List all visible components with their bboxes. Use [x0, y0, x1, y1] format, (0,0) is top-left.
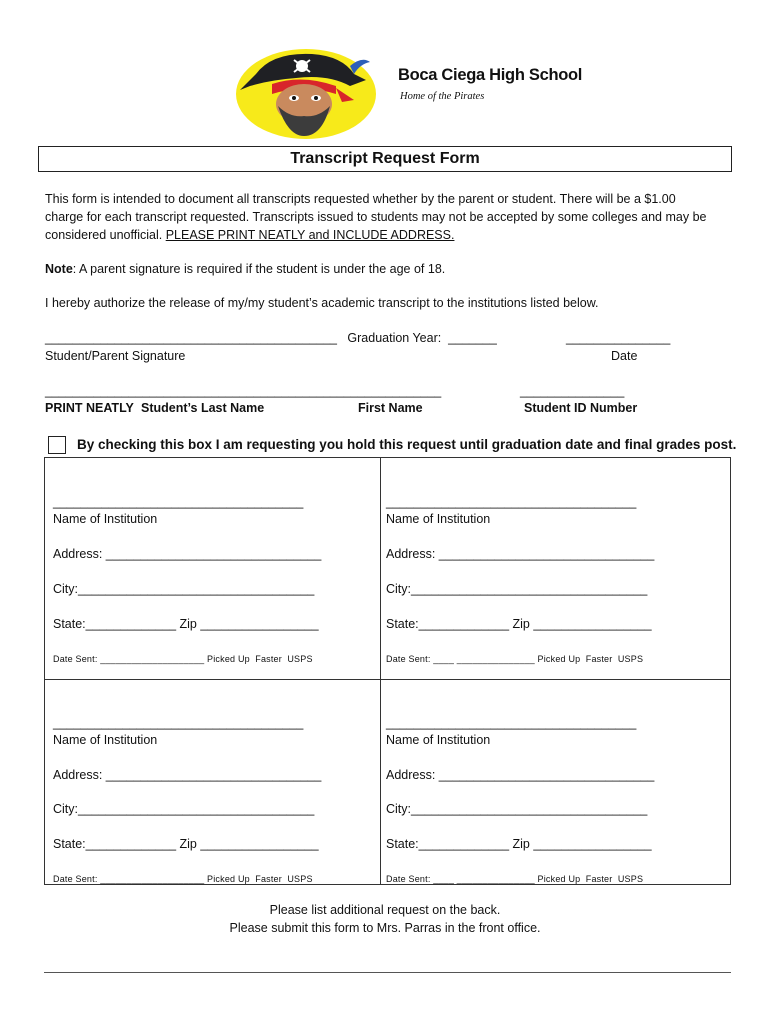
institution-grid — [44, 457, 731, 885]
intro-line-3 — [45, 226, 735, 244]
state-zip-field[interactable]: State:_____________ Zip _________________ — [386, 837, 652, 851]
date-label: Date — [611, 349, 638, 363]
intro-line-1: This form is intended to document all transcripts requested whether by the parent or student. There will be a $1.00 — [45, 192, 676, 206]
date-sent-field[interactable]: Date Sent: ____ _______________ Picked Up Faster USPS — [386, 874, 644, 884]
institution-block-1 — [45, 458, 375, 673]
institution-block-2 — [378, 458, 708, 673]
institution-name-label: Name of Institution — [386, 512, 491, 526]
hold-request-label: By checking this box I am requesting you hold this request until graduation date and final grades post. — [77, 437, 737, 452]
bottom-divider — [44, 972, 731, 973]
institution-name-label: Name of Institution — [53, 512, 158, 526]
date-sent-field[interactable]: Date Sent: ____ _______________ Picked Up Faster USPS — [386, 654, 644, 664]
institution-name-line[interactable]: ____________________________________ — [53, 495, 304, 509]
state-zip-field[interactable]: State:_____________ Zip _________________ — [386, 617, 652, 631]
institution-name-label: Name of Institution — [386, 733, 491, 747]
print-neatly-label: PRINT NEATLY — [45, 401, 134, 415]
student-id-label: Student ID Number — [524, 401, 638, 415]
intro-line-2: charge for each transcript requested. Transcripts issued to students may not be accepted by some colleges and may be — [45, 210, 707, 224]
pirate-mascot-logo — [232, 44, 377, 140]
institution-name-line[interactable]: ____________________________________ — [386, 495, 637, 509]
address-field[interactable]: Address: _______________________________ — [53, 768, 322, 782]
institution-name-label: Name of Institution — [53, 733, 158, 747]
city-field[interactable]: City:__________________________________ — [386, 582, 648, 596]
city-field[interactable]: City:__________________________________ — [53, 802, 315, 816]
school-name: Boca Ciega High School — [398, 66, 583, 84]
address-field[interactable]: Address: _______________________________ — [386, 547, 655, 561]
footer-submit-instructions: Please submit this form to Mrs. Parras in the front office. — [229, 921, 541, 935]
state-zip-field[interactable]: State:_____________ Zip _________________ — [53, 617, 319, 631]
student-name-line[interactable]: _________________________________________________________ — [45, 384, 442, 398]
institution-name-line[interactable]: ____________________________________ — [53, 716, 304, 730]
school-tagline: Home of the Pirates — [400, 91, 485, 102]
last-name-label: Student’s Last Name — [141, 401, 265, 415]
institution-block-3 — [45, 679, 375, 894]
date-line[interactable]: _______________ — [566, 331, 671, 345]
date-sent-field[interactable]: Date Sent: ____________________ Picked Up Faster USPS — [53, 874, 313, 884]
first-name-label: First Name — [358, 401, 423, 415]
student-id-line[interactable]: _______________ — [520, 384, 625, 398]
address-field[interactable]: Address: _______________________________ — [386, 768, 655, 782]
institution-name-line[interactable]: ____________________________________ — [386, 716, 637, 730]
print-neatly-notice: PLEASE PRINT NEATLY and INCLUDE ADDRESS. — [165, 228, 455, 242]
note-label: Note — [45, 262, 73, 276]
form-title: Transcript Request Form — [38, 146, 732, 172]
city-field[interactable]: City:__________________________________ — [53, 582, 315, 596]
institution-block-4 — [378, 679, 708, 894]
hold-request-checkbox[interactable] — [48, 436, 66, 454]
footer-additional-requests: Please list additional request on the back. — [269, 903, 501, 917]
authorize-statement: I hereby authorize the release of my/my student’s academic transcript to the institutions listed below. — [45, 296, 599, 310]
date-sent-field[interactable]: Date Sent: ____________________ Picked Up Faster USPS — [53, 654, 313, 664]
intro-line-3-text: considered unofficial. — [45, 228, 166, 242]
state-zip-field[interactable]: State:_____________ Zip _________________ — [53, 837, 319, 851]
city-field[interactable]: City:__________________________________ — [386, 802, 648, 816]
note — [45, 260, 735, 278]
address-field[interactable]: Address: _______________________________ — [53, 547, 322, 561]
note-text: : A parent signature is required if the student is under the age of 18. — [72, 262, 446, 276]
signature-graduation-line[interactable]: __________________________________________ Graduation Year: _______ — [45, 331, 497, 345]
signature-label: Student/Parent Signature — [45, 349, 186, 363]
